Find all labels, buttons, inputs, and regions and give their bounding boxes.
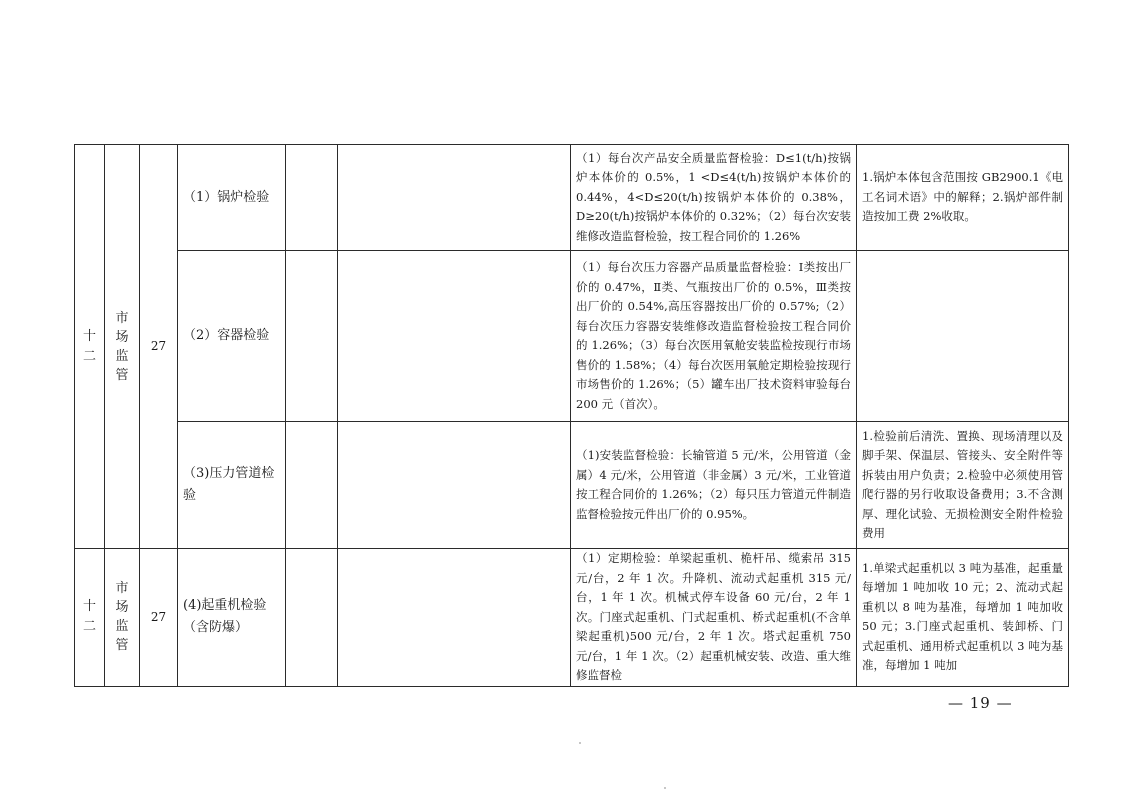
- item-number-cell: 27: [140, 145, 178, 549]
- note-cell: [857, 251, 1069, 422]
- sequence-char: 十: [82, 599, 96, 615]
- department-char: 场: [115, 600, 129, 616]
- department-char: 管: [115, 638, 129, 654]
- item-name-cell: （1）锅炉检验: [178, 145, 286, 251]
- note-cell: 1.检验前后清洗、置换、现场清理以及脚手架、保温层、管接头、安全附件等拆装由用户负责；2.检验中必须使用管爬行器的另行收取设备费用；3.不含测厚、理化试验、无损检测安全附件检验费用: [857, 422, 1069, 549]
- empty-cell: [338, 145, 571, 251]
- scan-speck: [664, 787, 666, 789]
- table-row: [75, 145, 1069, 251]
- empty-cell: [286, 251, 338, 422]
- sequence-cell: [75, 549, 105, 687]
- department-cell: [105, 145, 140, 549]
- table-row: [75, 251, 1069, 422]
- department-char: 监: [115, 619, 129, 635]
- department-char: 管: [115, 367, 129, 383]
- standard-cell: （1）每台次压力容器产品质量监督检验：Ⅰ类按出厂价的 0.47%，Ⅱ类、气瓶按出厂价的 0.5%，Ⅲ类按出厂价的 0.54%,高压容器按出厂价的 0.57%;（2）每台次压力容器安装维修改造监督检验按工程合同价的 1.26%；（3）每台次医用氧舱安装监检按现行市场售价的 1.58%；（4）每台次医用氧舱定期检验按现行市场售价的 1.26%；（5）罐车出厂技术资料审验每台 200 元（首次）。: [571, 251, 857, 422]
- note-cell: 1.单梁式起重机以 3 吨为基准，起重量每增加 1 吨加收 10 元；2、流动式起重机以 8 吨为基准，每增加 1 吨加收 50 元；3.门座式起重机、装卸桥、门式起重机、通用桥式起重机以 3 吨为基准，每增加 1 吨加: [857, 549, 1069, 687]
- standard-cell: （1）定期检验：单梁起重机、桅杆吊、缆索吊 315 元/台，2 年 1 次。升降机、流动式起重机 315 元/台，1 年 1 次。机械式停车设备 60 元/台，2 年 1 次。门座式起重机、门式起重机、桥式起重机(不含单梁起重机)500 元/台，2 年 1 次。塔式起重机 750 元/台，1 年 1 次。（2）起重机械安装、改造、重大维修监督检: [571, 549, 857, 687]
- empty-cell: [286, 422, 338, 549]
- sequence-char: 二: [82, 348, 96, 364]
- table-row: [75, 549, 1069, 687]
- department-cell: [105, 549, 140, 687]
- scan-speck: [579, 742, 581, 744]
- empty-cell: [286, 145, 338, 251]
- standard-cell: （1)安装监督检验：长输管道 5 元/米，公用管道（金属）4 元/米，公用管道（非金属）3 元/米，工业管道按工程合同价的 1.26%；（2）每只压力管道元件制造监督检验按元件出厂价的 0.95%。: [571, 422, 857, 549]
- department-char: 市: [115, 581, 129, 597]
- sequence-char: 十: [82, 328, 96, 344]
- empty-cell: [286, 549, 338, 687]
- department-char: 监: [115, 348, 129, 364]
- standard-cell: （1）每台次产品安全质量监督检验：D≤1(t/h)按锅炉本体价的 0.5%，1 <D≤4(t/h)按锅炉本体价的 0.44%，4<D≤20(t/h)按锅炉本体价的 0.38%，D≥20(t/h)按锅炉本体价的 0.32%；（2）每台次安装维修改造监督检验，按工程合同价的 1.26%: [571, 145, 857, 251]
- page-number: — 19 —: [948, 694, 1013, 712]
- item-name-cell: （2）容器检验: [178, 251, 286, 422]
- item-name-cell: （3)压力管道检验: [178, 422, 286, 549]
- item-number-cell: 27: [140, 549, 178, 687]
- table-row: [75, 422, 1069, 549]
- empty-cell: [338, 422, 571, 549]
- empty-cell: [338, 549, 571, 687]
- department-char: 市: [115, 310, 129, 326]
- department-char: 场: [115, 329, 129, 345]
- sequence-cell: [75, 145, 105, 549]
- item-name-cell: (4)起重机检验（含防爆）: [178, 549, 286, 687]
- empty-cell: [338, 251, 571, 422]
- sequence-char: 二: [82, 619, 96, 635]
- fee-standard-table: [74, 144, 1069, 687]
- note-cell: 1.锅炉本体包含范围按 GB2900.1《电工名词术语》中的解释；2.锅炉部件制造按加工费 2%收取。: [857, 145, 1069, 251]
